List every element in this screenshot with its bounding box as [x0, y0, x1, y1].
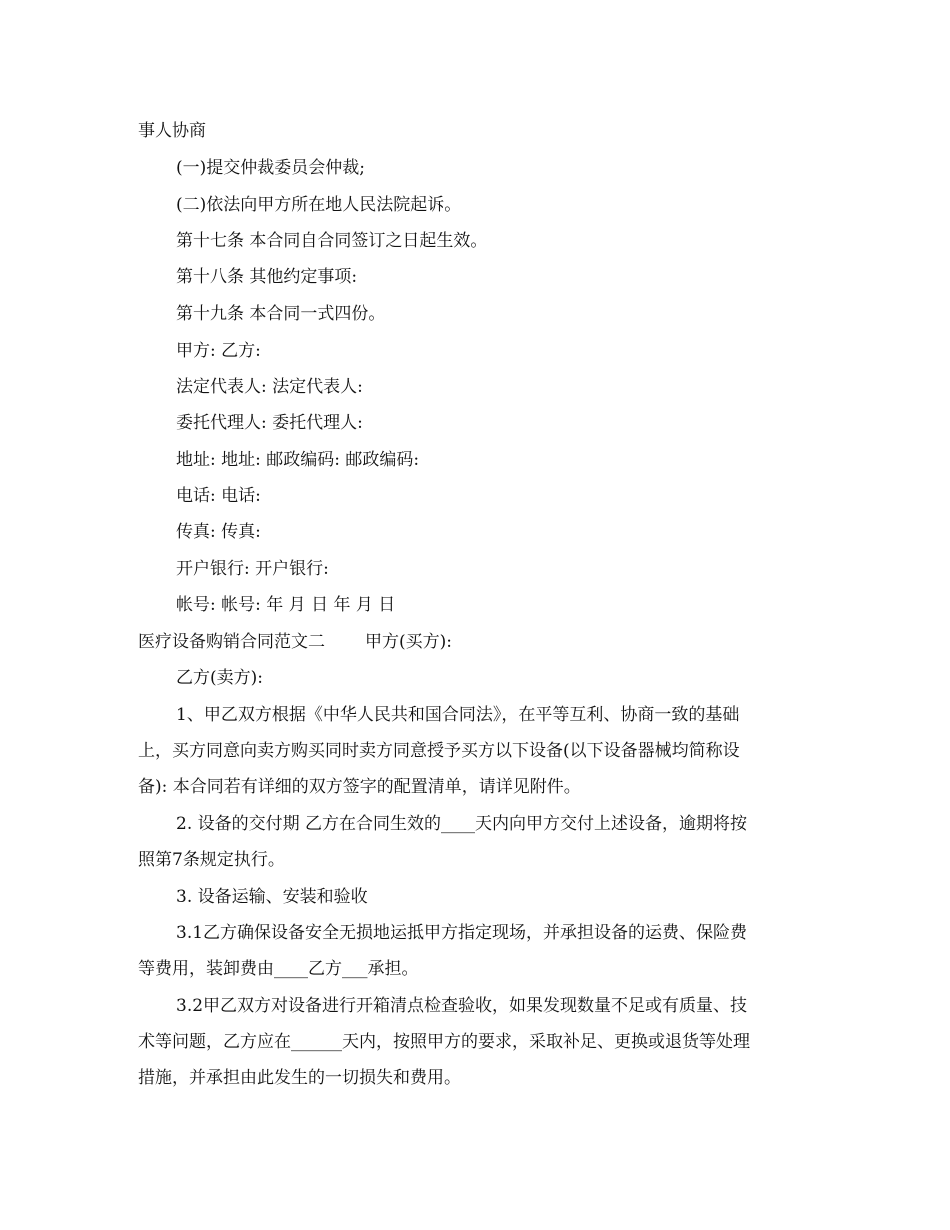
section-heading — [138, 632, 452, 652]
section-title: 医疗设备购销合同范文二 — [138, 632, 325, 652]
signature-line: 地址: 地址: 邮政编码: 邮政编码: — [176, 450, 420, 470]
clause-3-title: 3. 设备运输、安装和验收 — [176, 887, 368, 907]
text-line: (二)依法向甲方所在地人民法院起诉。 — [176, 195, 462, 215]
clause-2-line: 2. 设备的交付期 乙方在合同生效的____天内向甲方交付上述设备，逾期将按 — [176, 814, 748, 834]
party-a-label: 甲方(买方): — [365, 632, 452, 652]
text-line: 事人协商 — [138, 121, 206, 141]
text-line: 第十八条 其他约定事项: — [176, 267, 358, 287]
clause-1-line: 1、甲乙双方根据《中华人民共和国合同法》，在平等互利、协商一致的基础 — [176, 705, 740, 725]
clause-3-1-line: 3.1乙方确保设备安全无损地运抵甲方指定现场，并承担设备的运费、保险费 — [176, 923, 748, 943]
signature-line: 开户银行: 开户银行: — [176, 559, 329, 579]
clause-3-2-line: 措施，并承担由此发生的一切损失和费用。 — [138, 1068, 461, 1088]
clause-2-line: 照第7条规定执行。 — [138, 850, 285, 870]
text-line: 第十九条 本合同一式四份。 — [176, 304, 386, 324]
party-b-label: 乙方(卖方): — [176, 668, 263, 688]
text-line: (一)提交仲裁委员会仲裁; — [176, 158, 365, 178]
signature-line: 委托代理人: 委托代理人: — [176, 413, 363, 433]
clause-3-2-line: 术等问题，乙方应在______天内，按照甲方的要求，采取补足、更换或退货等处理 — [138, 1032, 750, 1052]
clause-1-line: 备): 本合同若有详细的双方签字的配置清单，请详见附件。 — [138, 777, 581, 797]
signature-line: 帐号: 帐号: 年 月 日 年 月 日 — [176, 595, 396, 615]
clause-1-line: 上，买方同意向卖方购买同时卖方同意授予买方以下设备(以下设备器械均简称设 — [138, 741, 740, 761]
clause-3-1-line: 等费用，装卸费由____乙方___承担。 — [138, 959, 419, 979]
text-line: 第十七条 本合同自合同签订之日起生效。 — [176, 231, 488, 251]
clause-3-2-line: 3.2甲乙双方对设备进行开箱清点检查验收，如果发现数量不足或有质量、技 — [176, 996, 748, 1016]
signature-line: 法定代表人: 法定代表人: — [176, 377, 363, 397]
signature-line: 甲方: 乙方: — [176, 341, 261, 361]
signature-line: 传真: 传真: — [176, 522, 261, 542]
signature-line: 电话: 电话: — [176, 486, 261, 506]
